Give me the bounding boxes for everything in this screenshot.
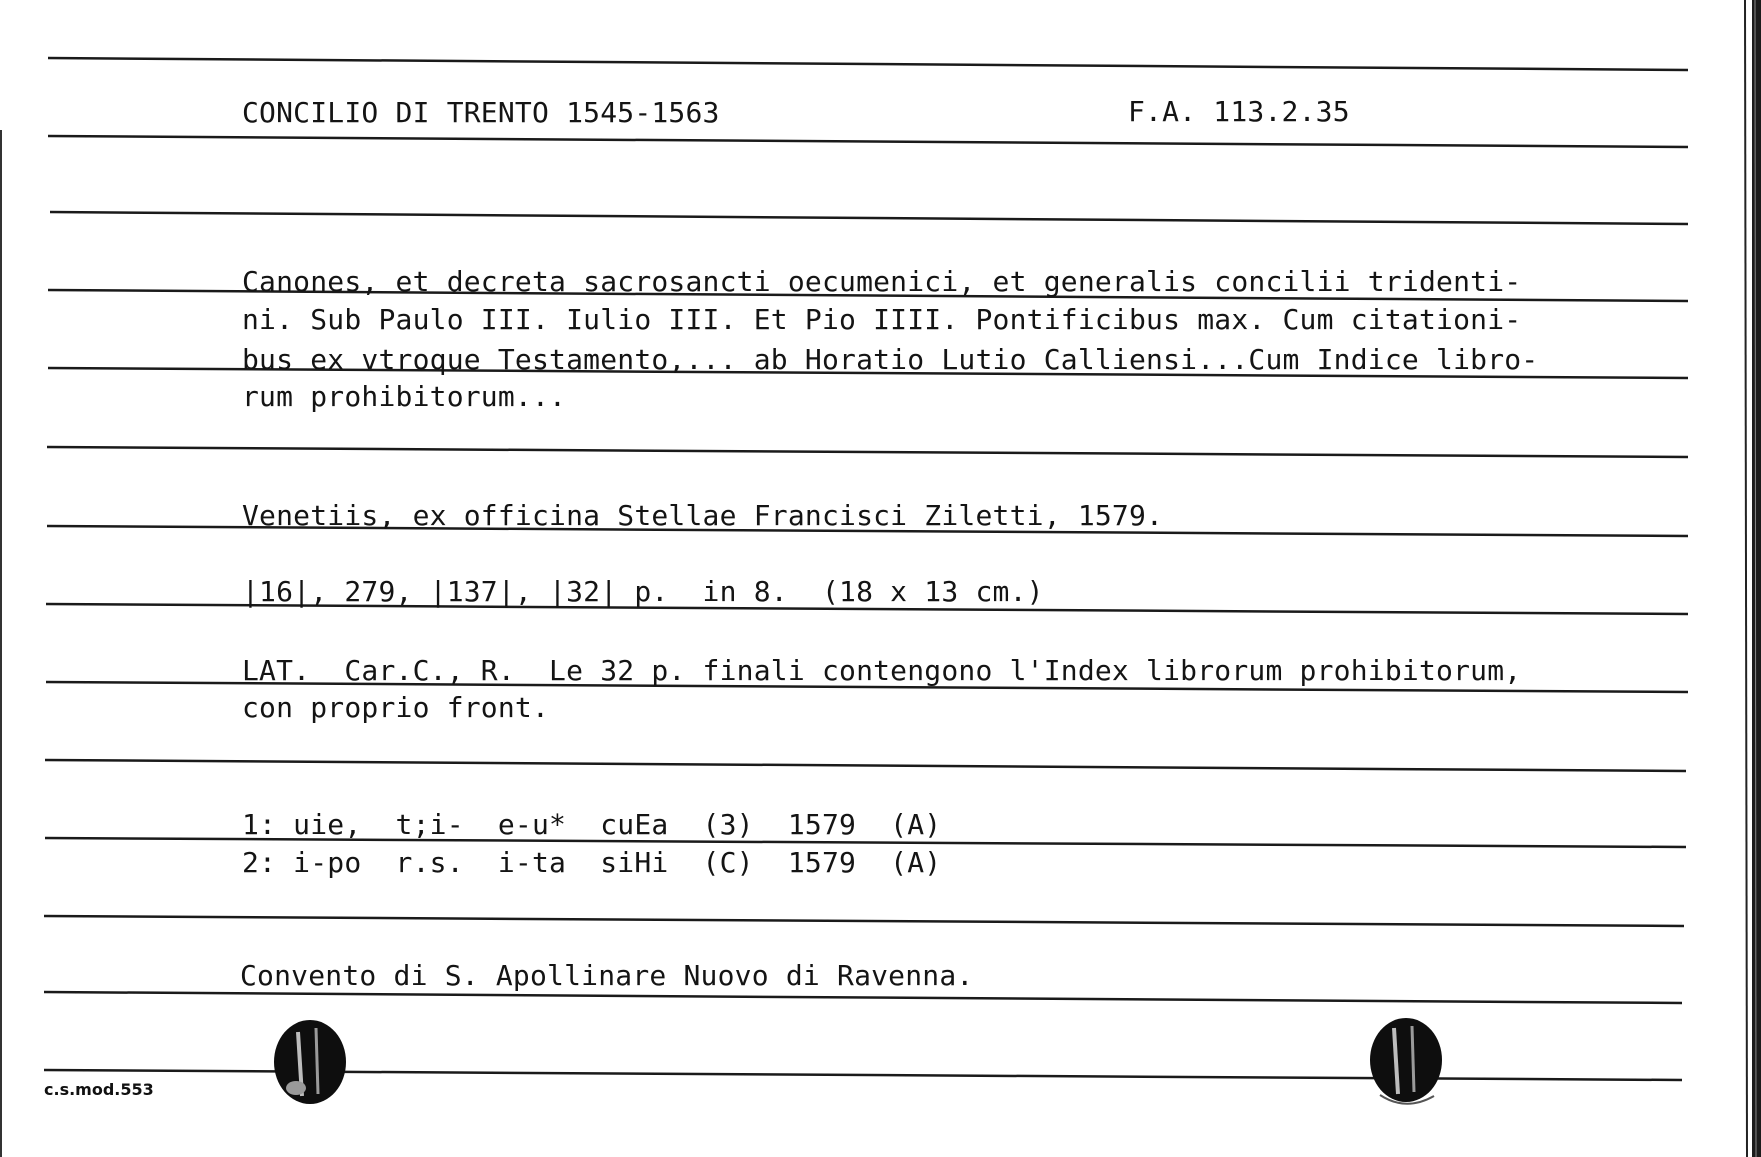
notes-line: con proprio front.: [242, 691, 550, 724]
rule-line: [48, 136, 1688, 147]
title-line: ni. Sub Paulo III. Iulio III. Et Pio IIII. Pontificibus max. Cum citationi-: [242, 303, 1522, 336]
notes-line: LAT. Car.C., R. Le 32 p. finali contengono l'Index librorum prohibitorum,: [242, 654, 1522, 687]
collation: |16|, 279, |137|, |32| p. in 8. (18 x 13 cm.): [242, 575, 1044, 608]
fingerprint-line: 2: i-po r.s. i-ta siHi (C) 1579 (A): [242, 846, 942, 879]
punch-hole-left: [274, 1020, 346, 1104]
card-heading: CONCILIO DI TRENTO 1545-1563: [242, 96, 720, 129]
rule-line: [44, 916, 1684, 926]
title-line: rum prohibitorum...: [242, 380, 567, 413]
imprint: Venetiis, ex officina Stellae Francisci Ziletti, 1579.: [242, 499, 1164, 532]
provenance: Convento di S. Apollinare Nuovo di Ravenna.: [240, 959, 974, 992]
fingerprint-line: 1: uie, t;i- e-u* cuEa (3) 1579 (A): [242, 808, 942, 841]
form-code: c.s.mod.553: [44, 1080, 154, 1099]
shelfmark: F.A. 113.2.35: [1128, 95, 1350, 128]
rule-line: [50, 212, 1688, 224]
rule-line: [48, 58, 1688, 70]
punch-hole-right: [1370, 1018, 1442, 1104]
rule-line: [45, 760, 1686, 771]
card-edge-right: [1745, 0, 1761, 1157]
title-line: bus ex vtroque Testamento,... ab Horatio Lutio Calliensi...Cum Indice libro-: [242, 343, 1539, 376]
title-line: Canones, et decreta sacrosancti oecumenici, et generalis concilii tridenti-: [242, 265, 1522, 298]
rule-line: [47, 447, 1688, 457]
